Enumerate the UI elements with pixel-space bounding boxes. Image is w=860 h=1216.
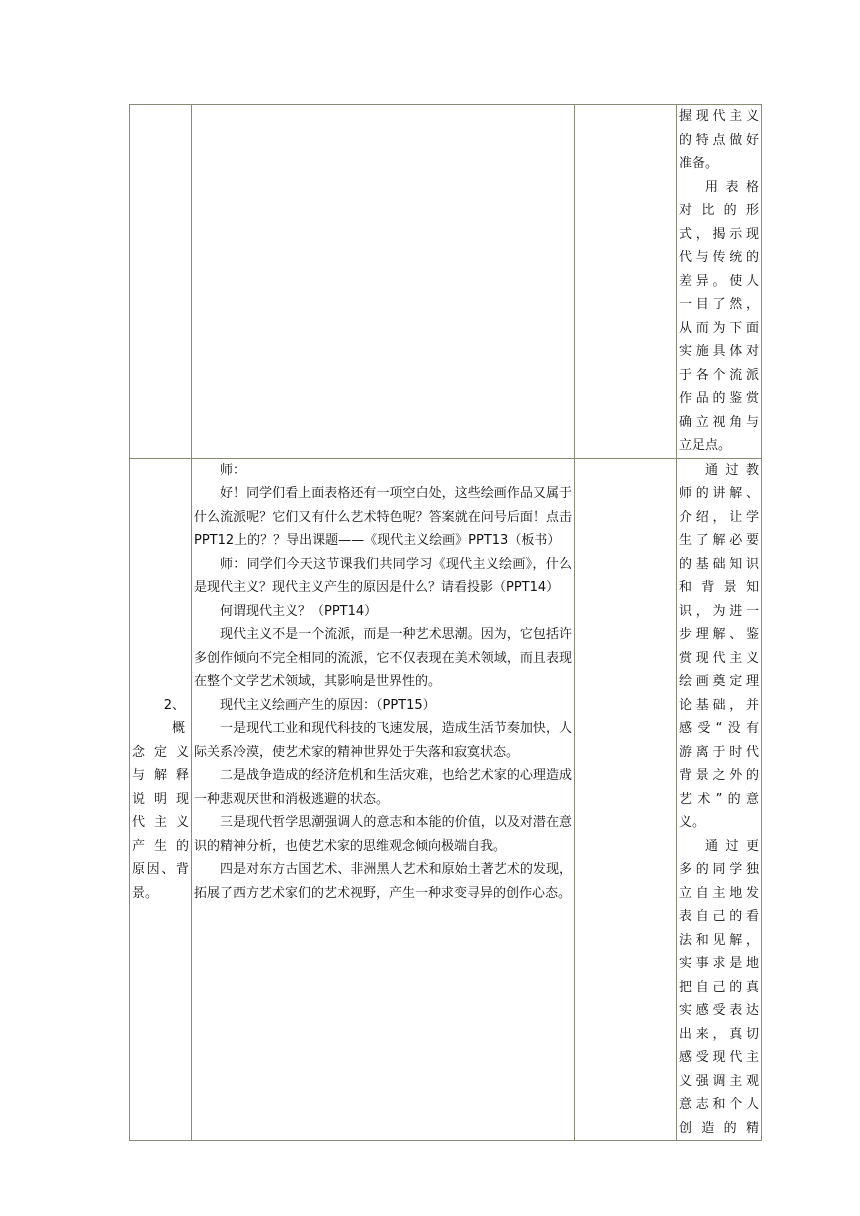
note-line: 表自己的看	[679, 909, 759, 924]
note-line: 论基础，并	[679, 697, 759, 713]
content-paragraph: 现代主义不是一个流派，而是一种艺术思潮。因为，它包括许多创作倾向不完全相同的流派，它不仅表现在美术领域，而且表现在整个文学艺术领域，其影响是世界性的。	[194, 627, 572, 689]
note-line: 立足点。	[679, 438, 732, 453]
note-line: 确立视角与	[679, 414, 759, 430]
table-row	[130, 105, 762, 459]
student-activity-cell	[575, 105, 677, 459]
step-line: 产生的	[132, 838, 189, 854]
note-paragraph	[679, 105, 759, 176]
design-intent-cell	[677, 458, 762, 1141]
step-line: 代主义	[132, 815, 189, 830]
note-line: 艺术”的意	[679, 791, 759, 807]
note-line: 和背景知	[679, 580, 759, 595]
note-line: 法和见解，	[679, 932, 759, 948]
content-paragraph: 现代主义绘画产生的原因：（PPT15）	[220, 697, 436, 713]
note-line: 出来，真切	[679, 1026, 759, 1042]
content-paragraph: 何谓现代主义？（PPT14）	[220, 603, 378, 619]
content-paragraph: 四是对东方古国艺术、非洲黑人艺术和原始土著艺术的发现，拓展了西方艺术家们的艺术视野，产生一种求变寻异的创作心态。	[194, 862, 572, 901]
note-line: 步理解、鉴	[679, 627, 759, 642]
note-line: 一目了然，	[679, 297, 759, 312]
table-row	[130, 458, 762, 1141]
note-line: 实施具体对	[679, 344, 759, 359]
note-line: 识，为进一	[679, 603, 759, 619]
note-line: 感受“没有	[679, 721, 759, 736]
note-line: 生了解必要	[679, 533, 759, 548]
note-line: 的特点做好	[679, 132, 759, 148]
note-line: 义强调主观	[679, 1073, 759, 1089]
note-line: 实感受表达	[679, 1003, 759, 1018]
note-line: 创造的精	[679, 1120, 759, 1136]
note-line: 通过更	[705, 838, 759, 854]
note-line: 义。	[679, 815, 706, 830]
note-line: 赏现代主义	[679, 650, 759, 666]
note-paragraph	[679, 835, 759, 1141]
content-paragraph: 师：	[220, 462, 247, 478]
note-line: 把自己的真	[679, 979, 759, 995]
content-paragraph: 好！同学们看上面表格还有一项空白处，这些绘画作品又属于什么流派呢？它们又有什么艺术特色呢？答案就在问号后面！点击PPT12上的？？导出课题——《现代主义绘画》PPT13（板书）	[194, 486, 572, 548]
note-line: 立自主地发	[679, 885, 759, 901]
step-line: 原因、背	[132, 862, 189, 877]
note-line: 多的同学独	[679, 862, 759, 877]
content-cell	[192, 105, 575, 459]
student-activity-cell	[575, 458, 677, 1141]
step-line: 概	[171, 721, 185, 736]
note-paragraph	[679, 176, 759, 458]
step-line: 与解释	[132, 768, 189, 783]
note-line: 握现代主义	[679, 109, 759, 124]
step-cell	[130, 105, 192, 459]
note-line: 准备。	[679, 156, 719, 171]
step-cell	[130, 458, 192, 1141]
note-line: 实事求是地	[679, 956, 759, 971]
lesson-plan-table	[129, 104, 762, 1141]
step-line: 念定义	[132, 744, 189, 760]
note-line: 从而为下面	[679, 320, 759, 336]
note-line: 对比的形	[679, 203, 759, 218]
note-line: 的基础知识	[679, 556, 759, 572]
note-line: 背景之外的	[679, 768, 759, 783]
note-line: 差异。使人	[679, 273, 759, 289]
note-line: 介绍，让学	[679, 509, 759, 525]
note-line: 感受现代主	[679, 1050, 759, 1065]
note-line: 作品的鉴赏	[679, 391, 759, 406]
note-line: 意志和个人	[679, 1097, 759, 1112]
content-paragraph: 师：同学们今天这节课我们共同学习《现代主义绘画》，什么是现代主义？现代主义产生的原因是什么？请看投影（PPT14）	[194, 556, 572, 595]
content-paragraph: 二是战争造成的经济危机和生活灾难，也给艺术家的心理造成一种悲观厌世和消极逃避的状态。	[194, 768, 572, 807]
note-line: 绘画奠定理	[679, 674, 759, 689]
step-line: 说明现	[132, 791, 189, 807]
note-line: 式，揭示现	[679, 226, 759, 242]
step-line: 景。	[132, 885, 159, 901]
note-line: 通过教	[705, 462, 759, 478]
note-paragraph	[679, 459, 759, 835]
content-cell	[192, 458, 575, 1141]
content-paragraph: 一是现代工业和现代科技的飞速发展，造成生活节奏加快，人际关系冷漠，使艺术家的精神世界处于失落和寂寞状态。	[194, 721, 572, 760]
note-line: 于各个流派	[679, 367, 759, 383]
step-number: 2、	[163, 697, 185, 713]
design-intent-cell	[677, 105, 762, 459]
note-line: 游离于时代	[679, 744, 759, 760]
note-line: 代与传统的	[679, 250, 759, 265]
note-line: 师的讲解、	[679, 486, 759, 501]
content-paragraph: 三是现代哲学思潮强调人的意志和本能的价值，以及对潜在意识的精神分析，也使艺术家的思维观念倾向极端自我。	[194, 815, 572, 854]
note-line: 用表格	[705, 179, 759, 195]
